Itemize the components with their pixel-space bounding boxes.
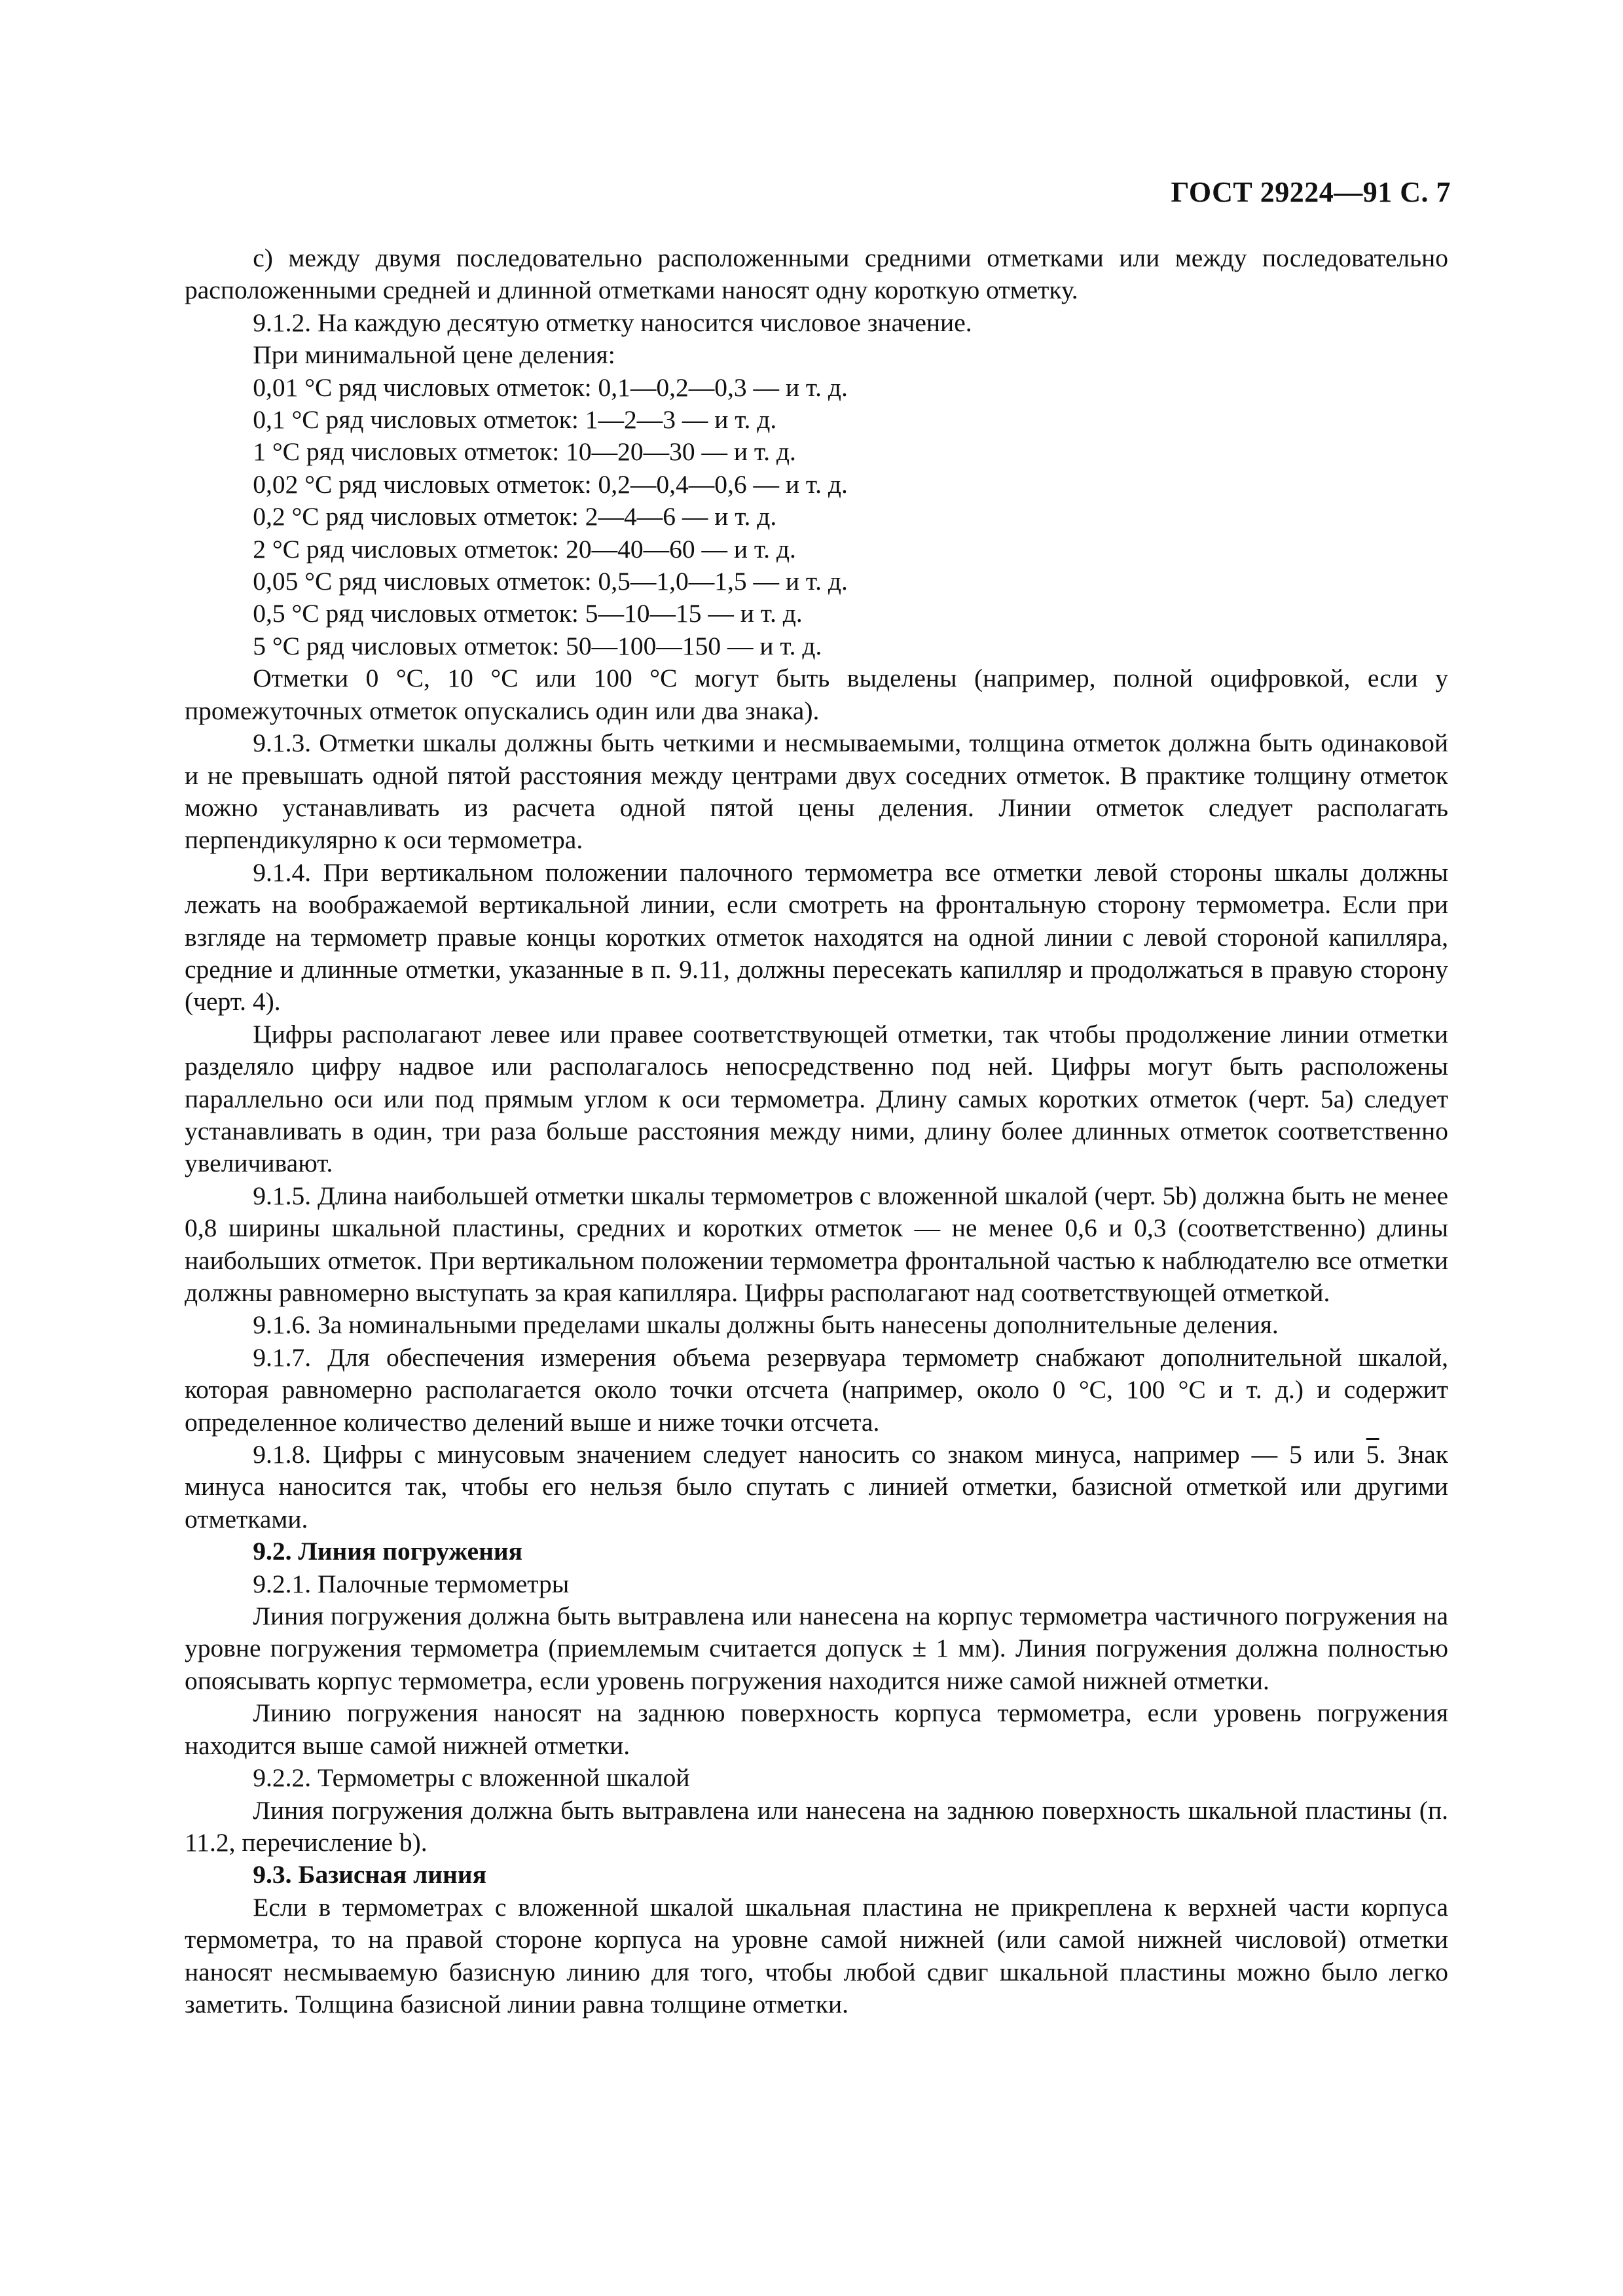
paragraph: 0,01 °C ряд числовых отметок: 0,1—0,2—0,3 — и т. д. — [253, 372, 848, 402]
paragraph: c) между двумя последовательно расположенными средними отметками или между последовательно расположенными средней и длинной отметками наносят одну короткую отметку. — [185, 243, 1448, 305]
paragraph: 0,1 °C ряд числовых отметок: 1—2—3 — и т. д. — [253, 405, 777, 435]
paragraph-9-1-8 — [185, 1439, 1448, 1535]
paragraph: 9.1.7. Для обеспечения измерения объема резервуара термометр снабжают дополнительной шкалой, которая равномерно располагается около точки отсчета (например, около 0 °C, 100 °C и т. д.) и содержит определенное количество делений выше и ниже точки отсчета. — [185, 1342, 1448, 1437]
paragraph: 2 °C ряд числовых отметок: 20—40—60 — и т. д. — [253, 534, 796, 564]
paragraph-text: 9.1.8. Цифры с минусовым значением следует наносить со знаком минуса, например — 5 или — [253, 1440, 1366, 1469]
paragraph: 5 °C ряд числовых отметок: 50—100—150 — и т. д. — [253, 631, 822, 660]
paragraph: 0,2 °C ряд числовых отметок: 2—4—6 — и т. д. — [253, 502, 777, 531]
paragraph: 0,5 °C ряд числовых отметок: 5—10—15 — и т. д. — [253, 599, 803, 628]
paragraph: Линия погружения должна быть вытравлена или нанесена на корпус термометра частичного погружения на уровне погружения термометра (приемлемым считается допуск ± 1 мм). Линия погружения должна полностью опоясывать корпус термометра, если уровень погружения находится ниже самой нижней отметки. — [185, 1602, 1448, 1695]
paragraph: 9.2.1. Палочные термометры — [253, 1569, 570, 1598]
paragraph: 0,02 °C ряд числовых отметок: 0,2—0,4—0,6 — и т. д. — [253, 469, 848, 499]
document-body — [185, 242, 1448, 2020]
paragraph: 9.1.2. На каждую десятую отметку наносится числовое значение. — [253, 308, 972, 337]
paragraph: 1 °C ряд числовых отметок: 10—20—30 — и т. д. — [253, 437, 796, 467]
paragraph: 9.2.2. Термометры с вложенной шкалой — [253, 1763, 690, 1793]
paragraph: 9.1.5. Длина наибольшей отметки шкалы термометров с вложенной шкалой (черт. 5b) должна быть не менее 0,8 ширины шкальной пластины, средних и коротких отметок — не менее 0,6 и 0,3 (соответственно) длины наибольших отметок. При вертикальном положении термометра фронтальной частью к наблюдателю все отметки должны равномерно выступать за края капилляра. Цифры располагают над соответствующей отметкой. — [185, 1181, 1448, 1307]
paragraph-text: . Знак минуса наносится так, чтобы его нельзя было спутать с линией отметки, базисной отметкой или другими отметками. — [185, 1440, 1448, 1534]
paragraph: 9.1.4. При вертикальном положении палочного термометра все отметки левой стороны шкалы должны лежать на воображаемой вертикальной линии, если смотреть на фронтальную сторону термометра. Если при взгляде на термометр правые концы коротких отметок находятся на одной линии с левой стороной капилляра, средние и длинные отметки, указанные в п. 9.11, должны пересекать капилляр и продолжаться в правую сторону (черт. 4). — [185, 857, 1448, 1016]
paragraph: 9.1.3. Отметки шкалы должны быть четкими и несмываемыми, толщина отметок должна быть одинаковой и не превышать одной пятой расстояния между центрами двух соседних отметок. В практике толщину отметок можно устанавливать из расчета одной пятой цены деления. Линии отметок следует располагать перпендикулярно к оси термометра. — [185, 728, 1448, 855]
paragraph: Если в термометрах с вложенной шкалой шкальная пластина не прикреплена к верхней части корпуса термометра, то на правой стороне корпуса на уровне самой нижней (или самой нижней числовой) отметки наносят несмываемую базисную линию для того, чтобы любой сдвиг шкальной пластины можно было легко заметить. Толщина базисной линии равна толщине отметки. — [185, 1892, 1448, 2018]
page-header: ГОСТ 29224—91 С. 7 — [1171, 176, 1451, 208]
paragraph: Линию погружения наносят на заднюю поверхность корпуса термометра, если уровень погружения находится выше самой нижней отметки. — [185, 1698, 1448, 1760]
section-heading: 9.3. Базисная линия — [253, 1860, 486, 1890]
overlined-number: 5 — [1366, 1440, 1379, 1469]
paragraph: 9.1.6. За номинальными пределами шкалы должны быть нанесены дополнительные деления. — [253, 1310, 1279, 1340]
paragraph: Линия погружения должна быть вытравлена или нанесена на заднюю поверхность шкальной пластины (п. 11.2, перечисление b). — [185, 1795, 1448, 1857]
paragraph: 0,05 °C ряд числовых отметок: 0,5—1,0—1,5 — и т. д. — [253, 567, 848, 596]
paragraph: Отметки 0 °C, 10 °C или 100 °C могут быть выделены (например, полной оцифровкой, если у промежуточных отметок опускались один или два знака). — [185, 664, 1448, 725]
paragraph: Цифры располагают левее или правее соответствующей отметки, так чтобы продолжение линии отметки разделяло цифру надвое или располагалось непосредственно под ней. Цифры могут быть расположены параллельно оси или под прямым углом к оси термометра. Длину самых коротких отметок (черт. 5а) следует устанавливать в один, три раза больше расстояния между ними, длину более длинных отметок соответственно увеличивают. — [185, 1019, 1448, 1178]
paragraph: При минимальной цене деления: — [253, 340, 615, 370]
section-heading: 9.2. Линия погружения — [253, 1537, 522, 1566]
